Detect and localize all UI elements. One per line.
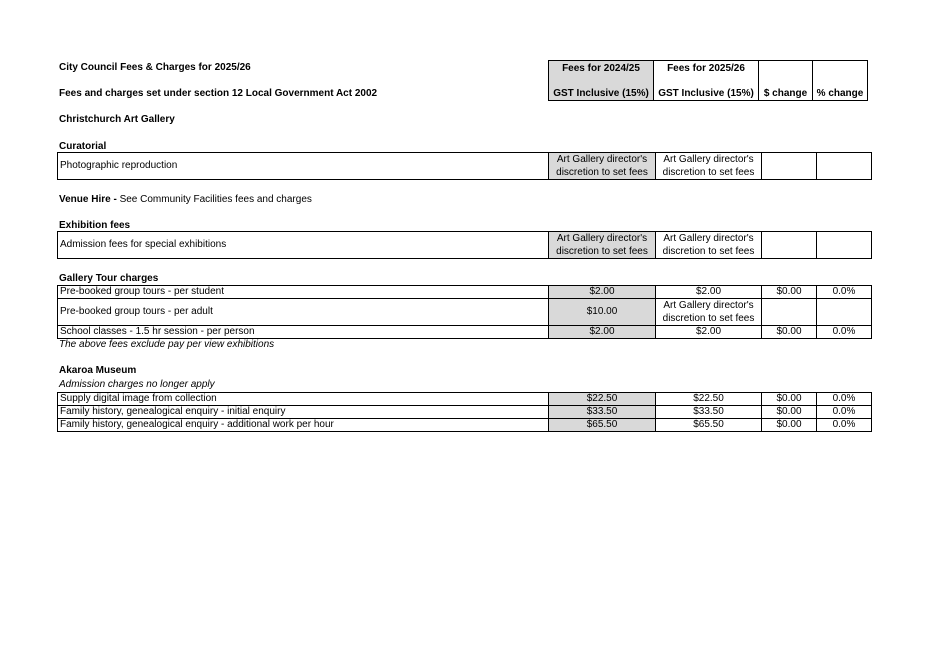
fee-pct: 0.0% [817, 326, 872, 339]
table-row [58, 232, 872, 259]
fee-2025: Art Gallery director's discretion to set fees [656, 299, 762, 326]
fee-2024: $2.00 [549, 326, 656, 339]
document-subtitle: Fees and charges set under section 12 Local Government Act 2002 [59, 88, 378, 99]
curatorial-table [57, 152, 872, 180]
fee-pct: 0.0% [817, 286, 872, 299]
table-row [58, 406, 872, 419]
venue-hire-title: Venue Hire - [59, 194, 120, 205]
fee-2025: $33.50 [656, 406, 762, 419]
table-row [58, 326, 872, 339]
fee-2024: $33.50 [549, 406, 656, 419]
section-museum-title: Akaroa Museum [59, 365, 137, 376]
section-tours-title: Gallery Tour charges [59, 273, 159, 284]
section-exhibition-title: Exhibition fees [59, 220, 131, 231]
header-gst-2024: GST Inclusive (15%) [549, 81, 654, 101]
fee-pct [817, 232, 872, 259]
header-gst-2025: GST Inclusive (15%) [654, 81, 759, 101]
table-row [58, 153, 872, 180]
header-change-top [759, 61, 813, 81]
fee-change [762, 232, 817, 259]
fee-name: Photographic reproduction [58, 153, 549, 180]
museum-note: Admission charges no longer apply [59, 379, 215, 390]
fee-change: $0.00 [762, 406, 817, 419]
fee-2025: Art Gallery director's discretion to set fees [656, 232, 762, 259]
fee-2025: $2.00 [656, 326, 762, 339]
fee-2025: $22.50 [656, 393, 762, 406]
fee-change: $0.00 [762, 419, 817, 432]
fee-2024: $22.50 [549, 393, 656, 406]
fee-change: $0.00 [762, 286, 817, 299]
exhibition-table [57, 231, 872, 259]
document-title: City Council Fees & Charges for 2025/26 [59, 62, 251, 73]
fee-2025: $65.50 [656, 419, 762, 432]
fee-2024: $65.50 [549, 419, 656, 432]
fee-change: $0.00 [762, 393, 817, 406]
fee-name: Pre-booked group tours - per adult [58, 299, 549, 326]
fee-change [762, 299, 817, 326]
tours-note: The above fees exclude pay per view exhibitions [59, 339, 275, 350]
section-gallery-title: Christchurch Art Gallery [59, 114, 175, 125]
fee-2024: Art Gallery director's discretion to set fees [549, 232, 656, 259]
tours-table [57, 285, 872, 339]
fee-name: Admission fees for special exhibitions [58, 232, 549, 259]
table-row [58, 286, 872, 299]
table-row [58, 393, 872, 406]
fee-name: Supply digital image from collection [58, 393, 549, 406]
fee-name: Family history, genealogical enquiry - initial enquiry [58, 406, 549, 419]
header-fees-2025: Fees for 2025/26 [654, 61, 759, 81]
fee-pct: 0.0% [817, 393, 872, 406]
fee-pct: 0.0% [817, 406, 872, 419]
section-curatorial-title: Curatorial [59, 141, 107, 152]
fee-name: Pre-booked group tours - per student [58, 286, 549, 299]
fee-pct [817, 299, 872, 326]
column-headers [548, 60, 868, 101]
fee-pct [817, 153, 872, 180]
fee-change: $0.00 [762, 326, 817, 339]
table-row [58, 419, 872, 432]
fee-2024: $2.00 [549, 286, 656, 299]
header-percent-change: % change [813, 81, 868, 101]
venue-hire-note: See Community Facilities fees and charges [119, 194, 312, 205]
header-pct-top [813, 61, 868, 81]
fee-name: Family history, genealogical enquiry - additional work per hour [58, 419, 549, 432]
fee-2024: Art Gallery director's discretion to set fees [549, 153, 656, 180]
fee-2024: $10.00 [549, 299, 656, 326]
fee-pct: 0.0% [817, 419, 872, 432]
fee-change [762, 153, 817, 180]
fee-name: School classes - 1.5 hr session - per person [58, 326, 549, 339]
venue-hire-line [59, 194, 312, 205]
table-row [58, 299, 872, 326]
museum-table [57, 392, 872, 432]
header-dollar-change: $ change [759, 81, 813, 101]
header-fees-2024: Fees for 2024/25 [549, 61, 654, 81]
fee-2025: $2.00 [656, 286, 762, 299]
fee-2025: Art Gallery director's discretion to set fees [656, 153, 762, 180]
